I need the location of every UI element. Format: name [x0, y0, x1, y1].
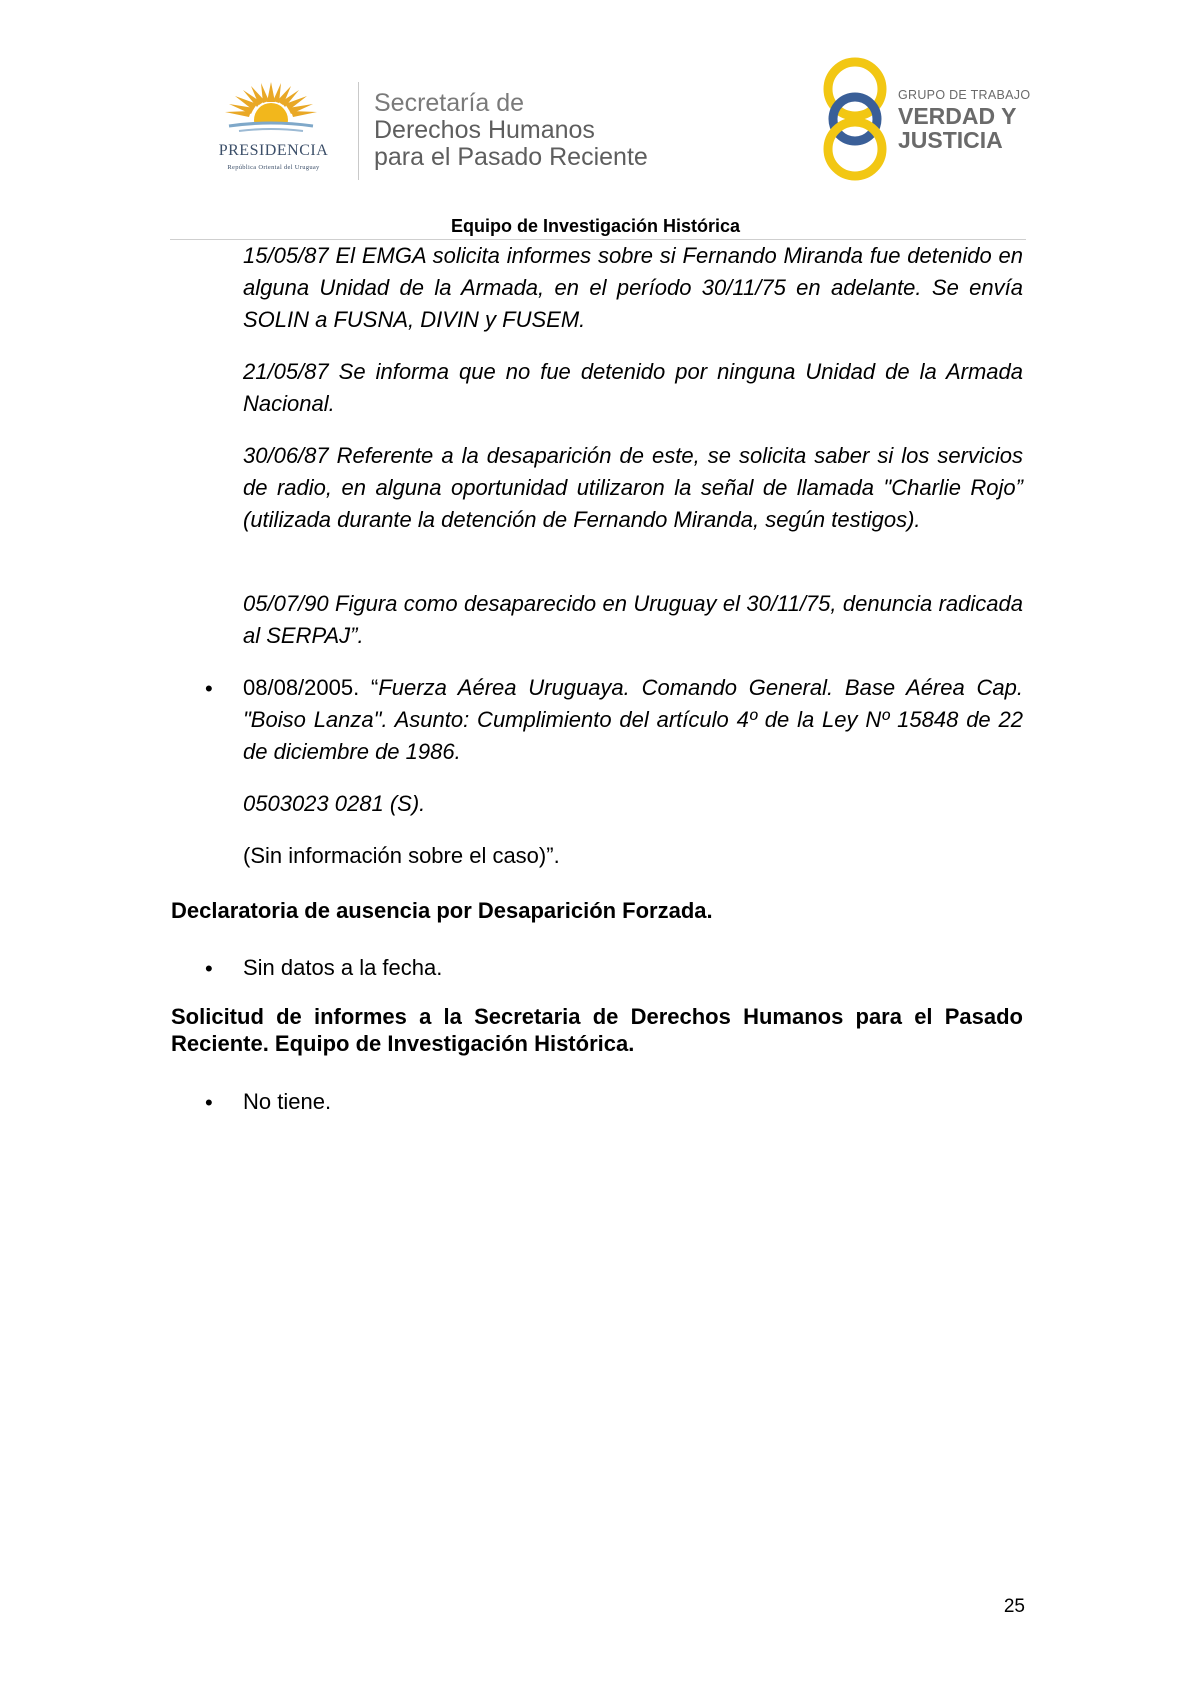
grupo-line-1: GRUPO DE TRABAJO: [898, 88, 1031, 102]
sun-emblem-icon: [221, 80, 321, 140]
bullet-marker: •: [205, 676, 213, 701]
paragraph-sin-informacion: (Sin información sobre el caso)”.: [243, 843, 560, 868]
bullet-item-no-tiene: No tiene.: [243, 1089, 332, 1114]
presidencia-logo: [196, 80, 351, 180]
secretaria-line-1: Secretaría de: [374, 89, 525, 117]
linked-rings-icon: [820, 56, 890, 181]
bullet-marker: •: [205, 956, 213, 981]
page-header: [0, 0, 1191, 240]
grupo-trabajo-logo: [820, 56, 1030, 181]
secretaria-line-3: para el Pasado Reciente: [374, 143, 648, 171]
paragraph-2105: 21/05/87 Se informa que no fue detenido por ninguna Unidad de la Armada Nacional.: [243, 359, 1023, 416]
logo-divider: [358, 82, 359, 180]
section-heading-solicitud: Solicitud de informes a la Secretaria de Derechos Humanos para el Pasado Reciente. Equipo de Investigación Histórica.: [171, 1004, 1023, 1056]
secretaria-line-2: Derechos Humanos: [374, 116, 595, 144]
bullet-marker: •: [205, 1090, 213, 1115]
secretaria-logo-text: [374, 90, 648, 171]
paragraph-1505: 15/05/87 El EMGA solicita informes sobre si Fernando Miranda fue detenido en alguna Unidad de la Armada, en el período 30/11/75 en adelante. Se envía SOLIN a FUSNA, DIVIN y FUSEM.: [243, 243, 1023, 332]
bullet-item-quote: Fuerza Aérea Uruguaya. Comando General. Base Aérea Cap. "Boiso Lanza". Asunto: Cumplimiento del artículo 4º de la Ley Nº 15848 de 22 de diciembre de 1986.: [243, 675, 1023, 764]
bullet-item-sin-datos: Sin datos a la fecha.: [243, 955, 443, 980]
grupo-line-3: JUSTICIA: [898, 127, 1003, 153]
section-heading-declaratoria: Declaratoria de ausencia por Desaparición Forzada.: [171, 898, 713, 923]
presidencia-title: PRESIDENCIA: [218, 142, 329, 159]
presidencia-subtitle: República Oriental del Uruguay: [227, 164, 320, 171]
grupo-line-2: VERDAD Y: [898, 103, 1017, 129]
page-number: 25: [1003, 1596, 1025, 1617]
header-title: Equipo de Investigación Histórica: [450, 216, 741, 236]
paragraph-0507: 05/07/90 Figura como desaparecido en Uruguay el 30/11/75, denuncia radicada al SERPAJ”.: [243, 591, 1023, 648]
paragraph-reference-code: 0503023 0281 (S).: [243, 791, 426, 816]
bullet-item-date: 08/08/2005. “: [243, 675, 379, 700]
bullet-item-fuerza-aerea: [243, 672, 1023, 768]
paragraph-3006: 30/06/87 Referente a la desaparición de este, se solicita saber si los servicios de radio, en alguna oportunidad utilizaron la señal de llamada "Charlie Rojo” (utilizada durante la detención de Fernando Miranda, según testigos).: [243, 443, 1023, 532]
